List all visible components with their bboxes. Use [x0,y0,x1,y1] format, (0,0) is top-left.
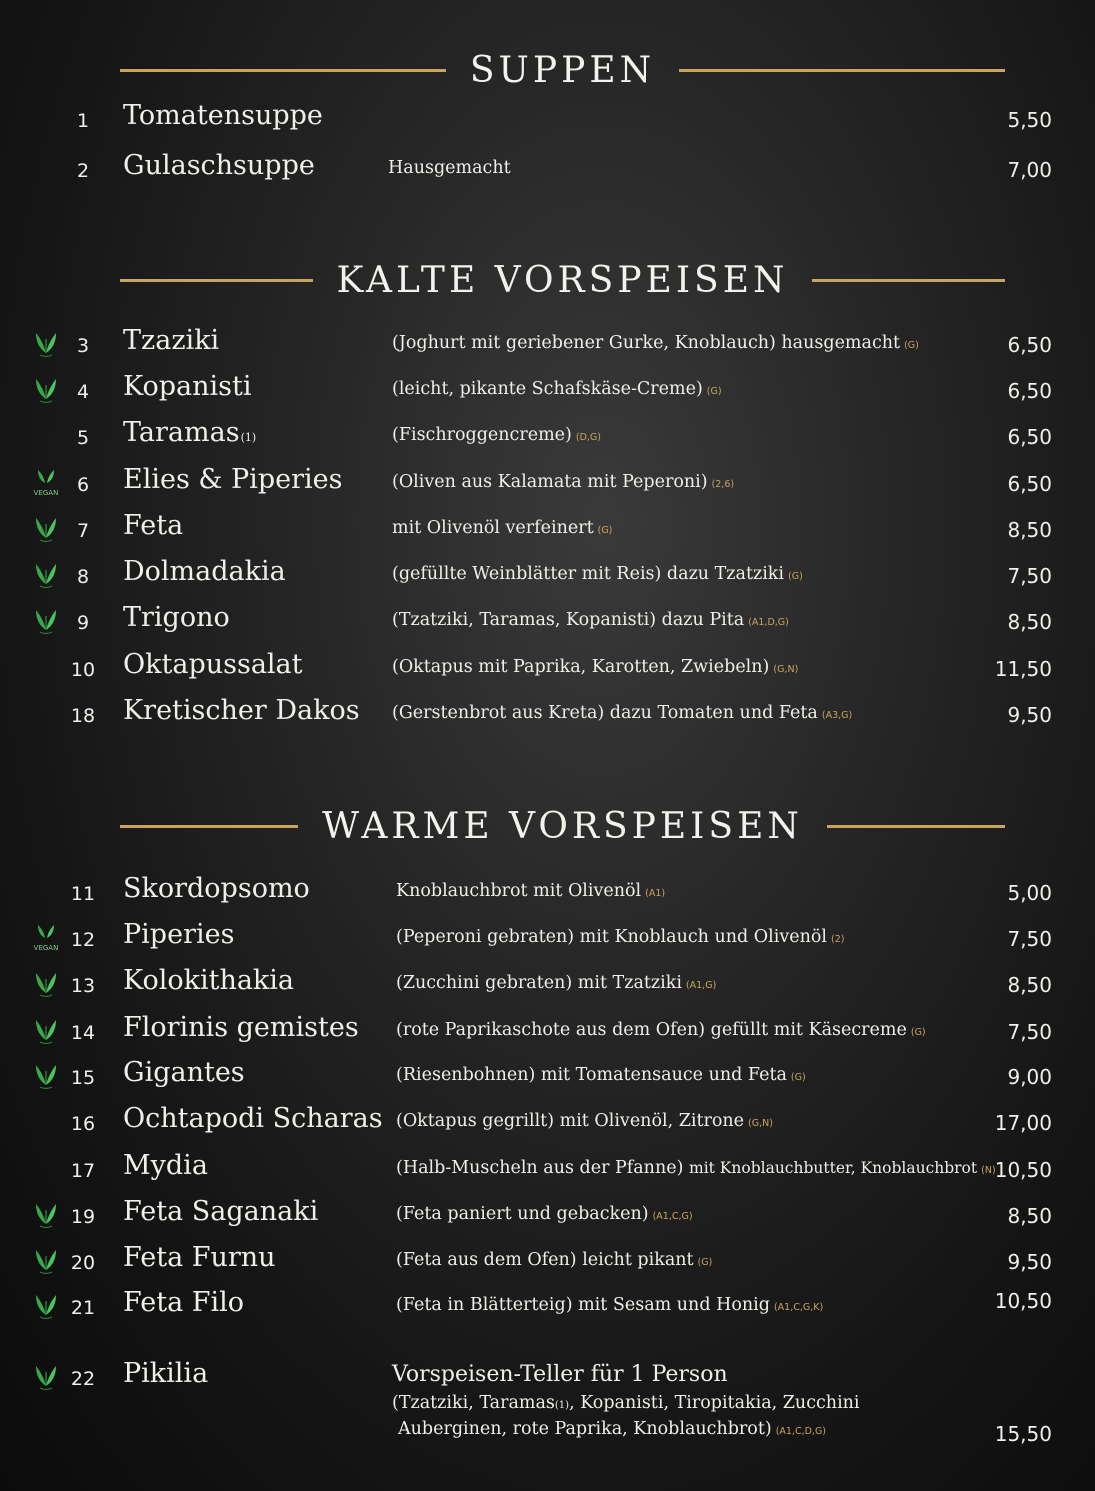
item-name: Piperies [123,919,235,950]
pikilia-line1: Vorspeisen-Teller für 1 Person [392,1362,728,1387]
allergen-codes: (G) [910,1027,926,1038]
allergen-codes: (A1,C,D,G) [775,1426,827,1437]
section-header-warme [120,806,1005,846]
menu-item [0,1057,1095,1097]
name-allergen: (1) [240,431,257,444]
item-name: Gulaschsuppe [123,150,315,181]
item-name: Tomatensuppe [123,100,323,131]
desc-text: (Feta in Blätterteig) mit Sesam und Honig [396,1295,770,1315]
item-description [392,379,722,399]
item-price: 6,50 [1007,472,1052,496]
item-number: 17 [70,1160,96,1182]
item-name: Gigantes [123,1057,245,1088]
item-description: Hausgemacht [388,158,511,178]
divider-line [827,825,1005,828]
vegetarian-leaf-icon [30,1289,62,1321]
item-price: 7,50 [1007,927,1052,951]
item-number: 6 [76,474,90,496]
item-price: 9,00 [1007,1065,1052,1089]
vegetarian-leaf-icon [30,1360,62,1392]
section-title: WARME VORSPEISEN [322,805,803,847]
vegetarian-leaf-icon [30,967,62,999]
item-number: 5 [76,427,90,449]
menu-item [0,371,1095,411]
menu-item [0,1012,1095,1052]
item-description [396,1065,806,1085]
item-price: 8,50 [1007,518,1052,542]
vegetarian-leaf-icon [30,1014,62,1046]
allergen-codes: (G) [597,525,613,536]
section-header-kalte [120,260,1005,300]
item-name: Florinis gemistes [123,1012,359,1043]
desc-text: (Peperoni gebraten) mit Knoblauch und Olivenöl [396,927,827,947]
desc-text: (Oliven aus Kalamata mit Peperoni) [392,472,708,492]
desc-small-text: mit Knoblauchbutter, Knoblauchbrot [689,1159,978,1177]
allergen-codes: (G,N) [773,664,799,675]
item-description [392,703,852,723]
item-price: 7,50 [1007,564,1052,588]
menu-item [0,1242,1095,1282]
desc-text: (Zucchini gebraten) mit Tzatziki [396,973,682,993]
menu-item [0,510,1095,550]
line2-allergen: (1) [554,1400,570,1411]
desc-text: mit Olivenöl verfeinert [392,518,594,538]
item-price: 5,00 [1007,881,1052,905]
item-price: 7,00 [1007,158,1052,182]
item-price: 6,50 [1007,333,1052,357]
allergen-codes: (G,N) [748,1118,773,1129]
vegetarian-leaf-icon [30,1059,62,1091]
item-number: 18 [70,705,96,727]
item-description [396,1204,693,1224]
item-name: Trigono [123,602,230,633]
item-price: 15,50 [994,1422,1052,1446]
item-description [392,564,803,584]
desc-text: (Feta aus dem Ofen) leicht pikant [396,1250,694,1270]
item-number: 4 [76,381,90,403]
allergen-codes: (N) [981,1165,996,1176]
item-name: Dolmadakia [123,556,286,587]
item-number: 8 [76,566,90,588]
vegetarian-leaf-icon [30,604,62,636]
divider-line [120,825,298,828]
allergen-codes: (G) [706,386,722,397]
desc-text: (Fischroggencreme) [392,425,572,445]
item-description [396,1111,773,1131]
allergen-codes: (A1,G) [685,980,717,991]
item-number: 3 [76,335,90,357]
allergen-codes: (G) [788,571,803,582]
menu-item [0,150,1095,190]
name-text: Taramas [123,417,240,448]
allergen-codes: (D,G) [575,432,601,443]
item-price: 8,50 [1007,973,1052,997]
menu-item [0,464,1095,504]
divider-line [812,279,1005,282]
line2-text-b: , Kopanisti, Tiropitakia, Zucchini [569,1393,860,1413]
item-description [392,657,798,677]
menu-item [0,556,1095,596]
desc-text: (leicht, pikante Schafskäse-Creme) [392,379,703,399]
item-description [392,425,601,445]
allergen-codes: (A1) [645,888,666,899]
item-description [392,472,734,492]
divider-line [120,69,446,72]
item-description [396,1158,996,1178]
pikilia-line3 [392,1419,860,1439]
allergen-codes: (2) [830,934,845,945]
item-price: 17,00 [994,1111,1052,1135]
item-name: Elies & Piperies [123,464,343,495]
item-number: 16 [70,1113,96,1135]
item-description [396,1295,823,1315]
vegetarian-leaf-icon [30,1198,62,1230]
allergen-codes: (A1,C,G,K) [773,1302,824,1313]
menu-item [0,873,1095,913]
item-price: 9,50 [1007,703,1052,727]
pikilia-line2 [392,1393,860,1413]
vegetarian-leaf-icon [30,1244,62,1276]
item-name [123,417,256,448]
item-price: 8,50 [1007,1204,1052,1228]
item-number: 15 [70,1067,96,1089]
item-number: 14 [70,1022,96,1044]
item-number: 2 [76,160,90,182]
vegetarian-leaf-icon [30,327,62,359]
item-number: 21 [70,1297,96,1319]
item-number: 10 [70,659,96,681]
menu-item [0,417,1095,457]
section-title: SUPPEN [469,49,656,91]
vegan-icon [30,466,62,498]
item-name: Kretischer Dakos [123,695,360,726]
desc-text: (gefüllte Weinblätter mit Reis) dazu Tzatziki [392,564,784,584]
item-name: Tzaziki [123,325,220,356]
line3-text: Auberginen, rote Paprika, Knoblauchbrot) [398,1419,772,1439]
item-price: 8,50 [1007,610,1052,634]
vegetarian-leaf-icon [30,512,62,544]
section-title: KALTE VORSPEISEN [336,259,789,301]
allergen-codes: (2,6) [711,479,735,490]
menu-item [0,1150,1095,1190]
menu-item [0,325,1095,365]
desc-text: (Tzatziki, Taramas, Kopanisti) dazu Pita [392,610,745,630]
item-price: 6,50 [1007,425,1052,449]
desc-text: Knoblauchbrot mit Olivenöl [396,881,642,901]
menu-item [0,1196,1095,1236]
item-number: 22 [70,1368,96,1390]
desc-text: (Oktapus gegrillt) mit Olivenöl, Zitrone [396,1111,745,1131]
item-number: 1 [76,110,90,132]
menu-item [0,1287,1095,1327]
menu-item [0,649,1095,689]
divider-line [120,279,313,282]
item-price: 6,50 [1007,379,1052,403]
menu-item [0,695,1095,735]
item-name: Kolokithakia [123,965,295,996]
item-name: Feta Saganaki [123,1196,319,1227]
item-price: 9,50 [1007,1250,1052,1274]
menu-item [0,919,1095,959]
item-name: Kopanisti [123,371,252,402]
item-name: Feta Filo [123,1287,245,1318]
item-price: 10,50 [994,1158,1052,1182]
desc-text: (rote Paprikaschote aus dem Ofen) gefüllt mit Käsecreme [396,1020,907,1040]
vegan-icon [30,921,62,953]
item-number: 12 [70,929,96,951]
item-description [396,1250,712,1270]
item-description [396,973,716,993]
item-price: 7,50 [1007,1020,1052,1044]
desc-text: (Joghurt mit geriebener Gurke, Knoblauch) hausgemacht [392,333,901,353]
desc-text: (Halb-Muscheln aus der Pfanne) [396,1158,684,1178]
desc-text: (Feta paniert und gebacken) [396,1204,649,1224]
item-price: 11,50 [994,657,1052,681]
allergen-codes: (A1,D,G) [748,617,789,628]
item-number: 20 [70,1252,96,1274]
item-number: 11 [70,883,96,905]
pikilia-description [392,1362,860,1439]
item-description [396,1020,926,1040]
item-description [396,927,844,947]
item-name: Ochtapodi Scharas [123,1103,383,1134]
menu-item [0,602,1095,642]
item-description [392,610,789,630]
item-price: 5,50 [1007,108,1052,132]
vegetarian-leaf-icon [30,558,62,590]
item-number: 19 [70,1206,96,1228]
item-name: Feta [123,510,184,541]
allergen-codes: (G) [904,340,919,351]
desc-text: (Oktapus mit Paprika, Karotten, Zwiebeln) [392,657,770,677]
item-description [392,518,612,538]
line2-text-a: (Tzatziki, Taramas [392,1393,555,1413]
item-number: 7 [76,520,90,542]
item-price: 10,50 [994,1289,1052,1313]
item-name: Oktapussalat [123,649,303,680]
item-description [396,881,665,901]
allergen-codes: (A3,G) [821,710,853,721]
item-name: Mydia [123,1150,208,1181]
item-number: 9 [76,612,90,634]
menu-item [0,965,1095,1005]
vegetarian-leaf-icon [30,373,62,405]
allergen-codes: (G) [790,1072,806,1083]
desc-text: (Riesenbohnen) mit Tomatensauce und Feta [396,1065,787,1085]
desc-text: (Gerstenbrot aus Kreta) dazu Tomaten und Feta [392,703,818,723]
item-description [392,333,919,353]
divider-line [679,69,1005,72]
allergen-codes: (G) [697,1257,713,1268]
item-name: Feta Furnu [123,1242,276,1273]
section-header-suppen [120,50,1005,90]
allergen-codes: (A1,C,G) [652,1211,693,1222]
item-number: 13 [70,975,96,997]
menu-item [0,1103,1095,1143]
item-name: Skordopsomo [123,873,310,904]
menu-item [0,100,1095,140]
item-name: Pikilia [123,1358,209,1389]
